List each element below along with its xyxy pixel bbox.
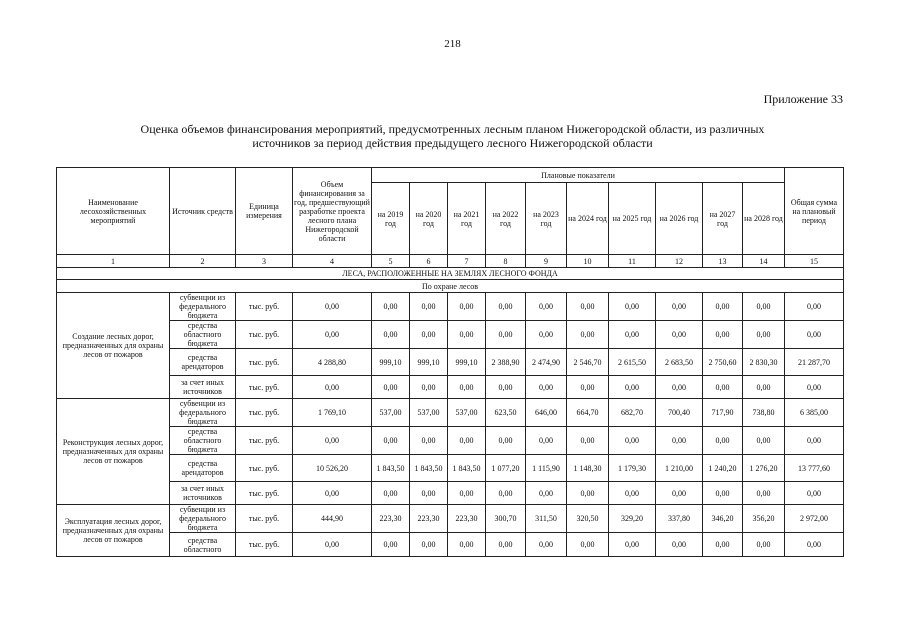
header-year: на 2028 год <box>743 183 785 255</box>
funding-source: субвенции из федерального бюджета <box>170 505 236 533</box>
header-name: Наименование лесохозяйственных мероприятий <box>57 168 170 255</box>
year-value-cell: 0,00 <box>609 482 656 505</box>
volume-cell: 0,00 <box>293 482 372 505</box>
title-line-2: источников за период действия предыдущего лесного Нижегородской области <box>252 136 653 150</box>
year-value-cell: 0,00 <box>526 482 567 505</box>
column-number: 11 <box>609 255 656 268</box>
year-value-cell: 0,00 <box>372 376 410 399</box>
year-value-cell: 0,00 <box>703 427 743 455</box>
year-value-cell: 337,80 <box>656 505 703 533</box>
table-row <box>57 533 844 557</box>
volume-cell: 0,00 <box>293 533 372 557</box>
year-value-cell: 0,00 <box>743 427 785 455</box>
year-value-cell: 223,30 <box>410 505 448 533</box>
year-value-cell: 0,00 <box>448 427 486 455</box>
financing-table <box>56 167 844 557</box>
year-value-cell: 0,00 <box>486 293 526 321</box>
year-value-cell: 329,20 <box>609 505 656 533</box>
year-value-cell: 0,00 <box>656 321 703 349</box>
header-year: на 2020 год <box>410 183 448 255</box>
header-source: Источник средств <box>170 168 236 255</box>
year-value-cell: 0,00 <box>609 321 656 349</box>
column-number: 8 <box>486 255 526 268</box>
column-number: 2 <box>170 255 236 268</box>
year-value-cell: 0,00 <box>486 427 526 455</box>
total-cell: 13 777,60 <box>785 455 844 482</box>
funding-source: средства областного <box>170 533 236 557</box>
header-year: на 2023 год <box>526 183 567 255</box>
year-value-cell: 0,00 <box>410 482 448 505</box>
year-value-cell: 0,00 <box>526 321 567 349</box>
year-value-cell: 2 474,90 <box>526 349 567 376</box>
year-value-cell: 0,00 <box>486 482 526 505</box>
unit-cell: тыс. руб. <box>236 533 293 557</box>
header-unit: Единица измерения <box>236 168 293 255</box>
header-year: на 2021 год <box>448 183 486 255</box>
unit-cell: тыс. руб. <box>236 321 293 349</box>
year-value-cell: 0,00 <box>486 321 526 349</box>
year-value-cell: 0,00 <box>410 321 448 349</box>
column-number: 10 <box>567 255 609 268</box>
year-value-cell: 0,00 <box>410 376 448 399</box>
funding-source: субвенции из федерального бюджета <box>170 293 236 321</box>
table-row <box>57 455 844 482</box>
subsection-row <box>57 280 844 293</box>
year-value-cell: 0,00 <box>526 533 567 557</box>
year-value-cell: 0,00 <box>743 321 785 349</box>
header-planned: Плановые показатели <box>372 168 785 183</box>
year-value-cell: 0,00 <box>448 482 486 505</box>
unit-cell: тыс. руб. <box>236 505 293 533</box>
year-value-cell: 0,00 <box>703 533 743 557</box>
year-value-cell: 0,00 <box>656 376 703 399</box>
year-value-cell: 0,00 <box>703 293 743 321</box>
year-value-cell: 1 843,50 <box>410 455 448 482</box>
year-value-cell: 0,00 <box>448 321 486 349</box>
unit-cell: тыс. руб. <box>236 376 293 399</box>
total-cell: 0,00 <box>785 533 844 557</box>
section-title: ЛЕСА, РАСПОЛОЖЕННЫЕ НА ЗЕМЛЯХ ЛЕСНОГО ФОНДА <box>57 268 844 280</box>
unit-cell: тыс. руб. <box>236 455 293 482</box>
funding-source: средства арендаторов <box>170 349 236 376</box>
volume-cell: 4 288,80 <box>293 349 372 376</box>
year-value-cell: 1 148,30 <box>567 455 609 482</box>
total-cell: 0,00 <box>785 293 844 321</box>
column-number: 9 <box>526 255 567 268</box>
year-value-cell: 0,00 <box>743 293 785 321</box>
year-value-cell: 2 830,30 <box>743 349 785 376</box>
year-value-cell: 0,00 <box>567 321 609 349</box>
year-value-cell: 2 546,70 <box>567 349 609 376</box>
year-value-cell: 0,00 <box>372 321 410 349</box>
year-value-cell: 682,70 <box>609 399 656 427</box>
volume-cell: 444,90 <box>293 505 372 533</box>
year-value-cell: 537,00 <box>410 399 448 427</box>
year-value-cell: 346,20 <box>703 505 743 533</box>
year-value-cell: 0,00 <box>656 482 703 505</box>
appendix-label: Приложение 33 <box>763 92 843 106</box>
year-value-cell: 2 388,90 <box>486 349 526 376</box>
header-year: на 2025 год <box>609 183 656 255</box>
year-value-cell: 0,00 <box>526 427 567 455</box>
year-value-cell: 0,00 <box>372 533 410 557</box>
section-row <box>57 268 844 280</box>
year-value-cell: 646,00 <box>526 399 567 427</box>
year-value-cell: 0,00 <box>410 533 448 557</box>
header-year: на 2026 год <box>656 183 703 255</box>
activity-name: Реконструкция лесных дорог, предназначенных для охраны лесов от пожаров <box>57 399 170 505</box>
year-value-cell: 0,00 <box>656 533 703 557</box>
year-value-cell: 356,20 <box>743 505 785 533</box>
column-number: 6 <box>410 255 448 268</box>
year-value-cell: 0,00 <box>567 293 609 321</box>
funding-source: средства арендаторов <box>170 455 236 482</box>
header-year: на 2024 год <box>567 183 609 255</box>
year-value-cell: 0,00 <box>609 427 656 455</box>
year-value-cell: 0,00 <box>486 533 526 557</box>
year-value-cell: 0,00 <box>567 533 609 557</box>
table-row <box>57 376 844 399</box>
volume-cell: 10 526,20 <box>293 455 372 482</box>
year-value-cell: 1 077,20 <box>486 455 526 482</box>
total-cell: 0,00 <box>785 376 844 399</box>
column-number: 14 <box>743 255 785 268</box>
table-row <box>57 321 844 349</box>
year-value-cell: 300,70 <box>486 505 526 533</box>
year-value-cell: 2 750,60 <box>703 349 743 376</box>
year-value-cell: 537,00 <box>372 399 410 427</box>
year-value-cell: 2 615,50 <box>609 349 656 376</box>
year-value-cell: 2 683,50 <box>656 349 703 376</box>
year-value-cell: 0,00 <box>410 427 448 455</box>
year-value-cell: 664,70 <box>567 399 609 427</box>
unit-cell: тыс. руб. <box>236 349 293 376</box>
year-value-cell: 0,00 <box>703 376 743 399</box>
year-value-cell: 1 115,90 <box>526 455 567 482</box>
year-value-cell: 0,00 <box>656 293 703 321</box>
total-cell: 6 385,00 <box>785 399 844 427</box>
year-value-cell: 1 179,30 <box>609 455 656 482</box>
subsection-title: По охране лесов <box>57 280 844 293</box>
funding-source: за счет иных источников <box>170 376 236 399</box>
year-value-cell: 0,00 <box>609 376 656 399</box>
year-value-cell: 0,00 <box>410 293 448 321</box>
year-value-cell: 999,10 <box>410 349 448 376</box>
year-value-cell: 0,00 <box>567 376 609 399</box>
year-value-cell: 0,00 <box>448 533 486 557</box>
total-cell: 2 972,00 <box>785 505 844 533</box>
table-row <box>57 399 844 427</box>
year-value-cell: 223,30 <box>372 505 410 533</box>
volume-cell: 0,00 <box>293 376 372 399</box>
unit-cell: тыс. руб. <box>236 482 293 505</box>
year-value-cell: 320,50 <box>567 505 609 533</box>
year-value-cell: 0,00 <box>526 376 567 399</box>
total-cell: 21 287,70 <box>785 349 844 376</box>
funding-source: средства областного бюджета <box>170 427 236 455</box>
year-value-cell: 0,00 <box>609 533 656 557</box>
column-number: 12 <box>656 255 703 268</box>
unit-cell: тыс. руб. <box>236 293 293 321</box>
year-value-cell: 738,80 <box>743 399 785 427</box>
activity-name: Эксплуатация лесных дорог, предназначенных для охраны лесов от пожаров <box>57 505 170 557</box>
unit-cell: тыс. руб. <box>236 427 293 455</box>
column-number: 7 <box>448 255 486 268</box>
column-number: 1 <box>57 255 170 268</box>
total-cell: 0,00 <box>785 482 844 505</box>
year-value-cell: 223,30 <box>448 505 486 533</box>
header-year: на 2019 год <box>372 183 410 255</box>
year-value-cell: 311,50 <box>526 505 567 533</box>
volume-cell: 0,00 <box>293 321 372 349</box>
year-value-cell: 537,00 <box>448 399 486 427</box>
year-value-cell: 0,00 <box>372 293 410 321</box>
year-value-cell: 0,00 <box>743 533 785 557</box>
column-number: 4 <box>293 255 372 268</box>
table-row <box>57 349 844 376</box>
year-value-cell: 1 843,50 <box>372 455 410 482</box>
year-value-cell: 0,00 <box>372 482 410 505</box>
year-value-cell: 0,00 <box>486 376 526 399</box>
activity-name: Создание лесных дорог, предназначенных для охраны лесов от пожаров <box>57 293 170 399</box>
header-year: на 2022 год <box>486 183 526 255</box>
year-value-cell: 717,90 <box>703 399 743 427</box>
year-value-cell: 0,00 <box>743 482 785 505</box>
year-value-cell: 700,40 <box>656 399 703 427</box>
column-number: 15 <box>785 255 844 268</box>
document-title <box>100 122 805 150</box>
table-row <box>57 482 844 505</box>
table-row <box>57 293 844 321</box>
column-number: 3 <box>236 255 293 268</box>
year-value-cell: 999,10 <box>448 349 486 376</box>
title-line-1: Оценка объемов финансирования мероприятий, предусмотренных лесным планом Нижегородской области, из различных <box>140 122 765 136</box>
total-cell: 0,00 <box>785 427 844 455</box>
page-number: 218 <box>444 38 461 50</box>
funding-source: субвенции из федерального бюджета <box>170 399 236 427</box>
total-cell: 0,00 <box>785 321 844 349</box>
funding-source: за счет иных источников <box>170 482 236 505</box>
year-value-cell: 0,00 <box>526 293 567 321</box>
year-value-cell: 999,10 <box>372 349 410 376</box>
column-numbers-row <box>57 255 844 268</box>
year-value-cell: 0,00 <box>609 293 656 321</box>
volume-cell: 1 769,10 <box>293 399 372 427</box>
year-value-cell: 0,00 <box>703 482 743 505</box>
funding-source: средства областного бюджета <box>170 321 236 349</box>
year-value-cell: 0,00 <box>448 376 486 399</box>
year-value-cell: 0,00 <box>567 482 609 505</box>
year-value-cell: 623,50 <box>486 399 526 427</box>
volume-cell: 0,00 <box>293 293 372 321</box>
year-value-cell: 0,00 <box>656 427 703 455</box>
unit-cell: тыс. руб. <box>236 399 293 427</box>
table-row <box>57 505 844 533</box>
table-row <box>57 427 844 455</box>
column-number: 13 <box>703 255 743 268</box>
year-value-cell: 0,00 <box>703 321 743 349</box>
year-value-cell: 0,00 <box>372 427 410 455</box>
year-value-cell: 0,00 <box>743 376 785 399</box>
year-value-cell: 1 210,00 <box>656 455 703 482</box>
year-value-cell: 1 843,50 <box>448 455 486 482</box>
year-value-cell: 1 240,20 <box>703 455 743 482</box>
year-value-cell: 0,00 <box>567 427 609 455</box>
year-value-cell: 0,00 <box>448 293 486 321</box>
header-volume: Объем финансирования за год, предшествующий разработке проекта лесного плана Нижегородской области <box>293 168 372 255</box>
year-value-cell: 1 276,20 <box>743 455 785 482</box>
header-year: на 2027 год <box>703 183 743 255</box>
column-number: 5 <box>372 255 410 268</box>
volume-cell: 0,00 <box>293 427 372 455</box>
header-total: Общая сумма на плановый период <box>785 168 844 255</box>
